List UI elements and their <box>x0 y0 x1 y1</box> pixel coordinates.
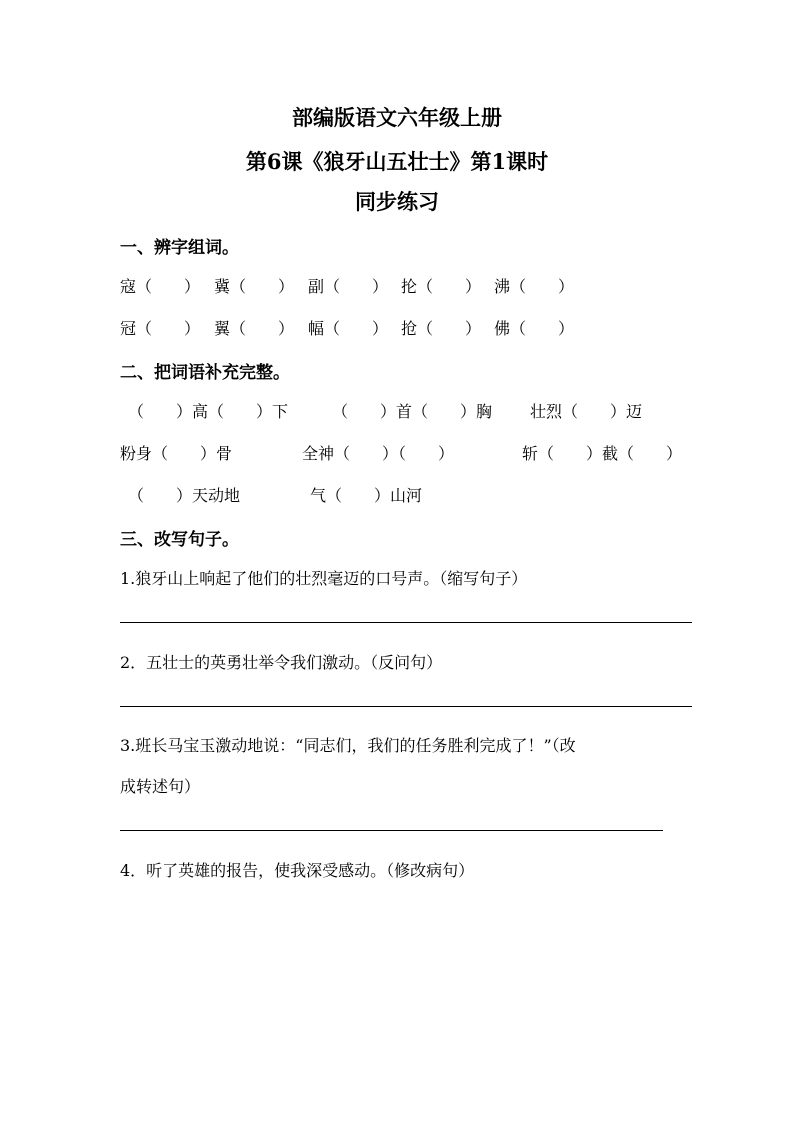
section2-heading: 二、把词语补充完整。 <box>120 363 290 383</box>
section3-heading: 三、改写句子。 <box>120 530 239 550</box>
word-item: 副（ ） <box>308 277 389 296</box>
title-line-2: 第6课《狼牙山五壮士》第1课时 <box>245 149 549 174</box>
answer-line-3 <box>120 830 663 832</box>
phrase-item: （ ）首（ ）胸 <box>332 402 493 421</box>
word-item: 抢（ ） <box>401 319 482 338</box>
title-line-3: 同步练习 <box>355 189 439 214</box>
title-line-1: 部编版语文六年级上册 <box>292 105 502 130</box>
answer-line-2 <box>120 706 692 708</box>
question-1: 1.狼牙山上响起了他们的壮烈毫迈的口号声。（缩写句子） <box>120 569 528 588</box>
question-3: 3.班长马宝玉激动地说：“同志们，我们的任务胜利完成了！”（改 <box>120 736 576 755</box>
word-item: 翼（ ） <box>214 319 295 338</box>
word-item: 佛（ ） <box>494 319 575 338</box>
phrase-item: 斩（ ）截（ ） <box>522 444 683 463</box>
phrase-item: 粉身（ ）骨 <box>120 444 233 463</box>
word-item: 寇（ ） <box>120 277 201 296</box>
phrase-item: （ ）天动地 <box>128 486 241 505</box>
phrase-item: 壮烈（ ）迈 <box>530 402 643 421</box>
section1-heading: 一、辨字组词。 <box>120 238 239 258</box>
answer-line-1 <box>120 622 692 624</box>
phrase-item: （ ）高（ ）下 <box>128 402 289 421</box>
word-item: 幅（ ） <box>308 319 389 338</box>
word-item: 冠（ ） <box>120 319 201 338</box>
word-item: 冀（ ） <box>214 277 295 296</box>
word-item: 沸（ ） <box>494 277 575 296</box>
phrase-item: 气（ ）山河 <box>310 486 423 505</box>
question-2: 2．五壮士的英勇壮举令我们激动。（反问句） <box>120 653 443 672</box>
word-item: 抡（ ） <box>401 277 482 296</box>
question-3-continued: 成转述句） <box>120 777 201 796</box>
question-4: 4．听了英雄的报告，使我深受感动。（修改病句） <box>120 861 475 880</box>
phrase-item: 全神（ ）（ ） <box>302 444 455 463</box>
